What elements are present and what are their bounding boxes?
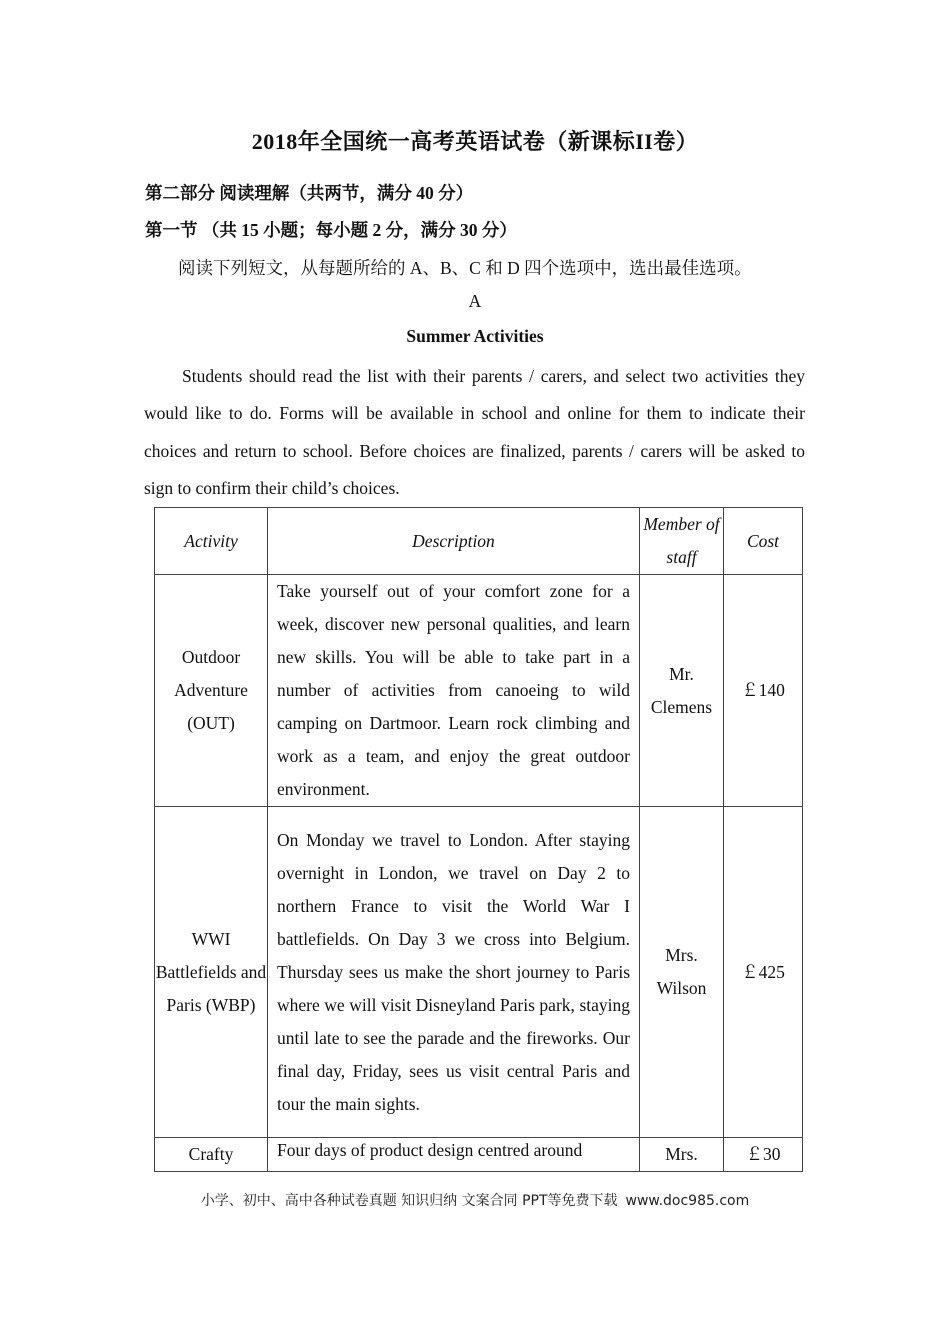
description-cell: Four days of product design centred around — [268, 1138, 640, 1172]
description-cell: On Monday we travel to London. After staying overnight in London, we travel on Day 2 to northern France to visit the World War I battlefields. On Day 3 we cross into Belgium. Thursday sees us make the short journey to Paris where we will visit Disneyland Paris park, staying until late to see the parade and the fireworks. Our final day, Friday, sees us visit central Paris and tour the main sights. — [268, 807, 640, 1138]
activity-cell: Outdoor Adventure (OUT) — [155, 575, 268, 807]
table-row — [155, 807, 803, 1138]
activity-cell: WWI Battlefields and Paris (WBP) — [155, 807, 268, 1138]
section-heading: 第一节 （共 15 小题；每小题 2 分，满分 30 分） — [145, 220, 517, 240]
passage-letter: A — [468, 291, 482, 311]
cost-cell: ￡425 — [724, 807, 803, 1138]
header-cost: Cost — [724, 508, 803, 575]
instruction-text: 阅读下列短文，从每题所给的 A、B、C 和 D 四个选项中，选出最佳选项。 — [178, 258, 752, 278]
staff-cell: Mrs. Wilson — [640, 807, 724, 1138]
page-footer — [0, 1190, 950, 1210]
passage-title: Summer Activities — [406, 326, 544, 346]
footer-text: 小学、初中、高中各种试卷真题 知识归纳 文案合同 PPT等免费下载 — [200, 1193, 618, 1209]
header-staff: Member of staff — [640, 508, 724, 575]
footer-url[interactable]: www.doc985.com — [625, 1193, 750, 1209]
activity-cell: Crafty — [155, 1138, 268, 1172]
cost-cell: ￡140 — [724, 575, 803, 807]
staff-cell: Mr. Clemens — [640, 575, 724, 807]
table-header-row — [155, 508, 803, 575]
part-heading: 第二部分 阅读理解（共两节，满分 40 分） — [145, 183, 474, 203]
description-cell: Take yourself out of your comfort zone for a week, discover new personal qualities, and learn new skills. You will be able to take part in a number of activities from canoeing to wild camping on Dartmoor. Learn rock climbing and work as a team, and enjoy the great outdoor environment. — [268, 575, 640, 807]
header-description: Description — [268, 508, 640, 575]
table-row — [155, 1138, 803, 1172]
page-title: 2018年全国统一高考英语试卷（新课标II卷） — [251, 129, 699, 154]
table-row — [155, 575, 803, 807]
activities-table — [154, 507, 803, 1172]
staff-cell: Mrs. — [640, 1138, 724, 1172]
cost-cell: ￡30 — [724, 1138, 803, 1172]
header-activity: Activity — [155, 508, 268, 575]
passage-intro: Students should read the list with their parents / carers, and select two activities they would like to do. Forms will be available in school and online for them to indicate their choices and return to school. Before choices are finalized, parents / carers will be asked to sign to confirm their child’s choices. — [144, 366, 805, 498]
